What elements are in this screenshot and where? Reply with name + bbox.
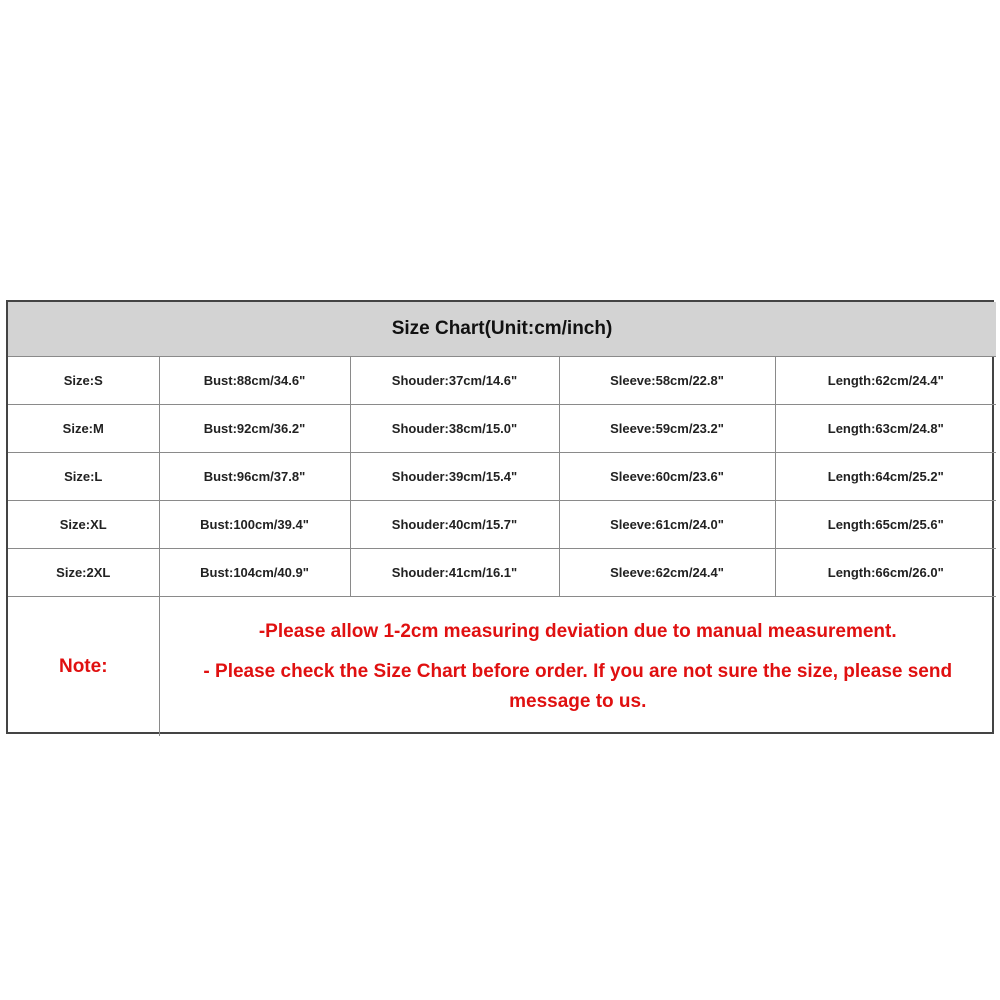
- bust-value: Bust:104cm/40.9": [159, 549, 350, 597]
- size-label: Size:2XL: [8, 549, 159, 597]
- size-label: Size:S: [8, 357, 159, 405]
- size-row-s: [8, 357, 996, 405]
- sleeve-value: Sleeve:60cm/23.6": [559, 453, 775, 501]
- bust-value: Bust:96cm/37.8": [159, 453, 350, 501]
- note-line: - Please check the Size Chart before order. If you are not sure the size, please send message to us.: [203, 660, 953, 712]
- shoulder-value: Shouder:40cm/15.7": [350, 501, 559, 549]
- sleeve-value: Sleeve:62cm/24.4": [559, 549, 775, 597]
- shoulder-value: Shouder:38cm/15.0": [350, 405, 559, 453]
- length-value: Length:65cm/25.6": [775, 501, 996, 549]
- sleeve-value: Sleeve:61cm/24.0": [559, 501, 775, 549]
- note-body: [159, 597, 996, 737]
- note-row: [8, 597, 996, 737]
- length-value: Length:62cm/24.4": [775, 357, 996, 405]
- size-label: Size:M: [8, 405, 159, 453]
- shoulder-value: Shouder:37cm/14.6": [350, 357, 559, 405]
- length-value: Length:63cm/24.8": [775, 405, 996, 453]
- size-row-l: [8, 453, 996, 501]
- sleeve-value: Sleeve:58cm/22.8": [559, 357, 775, 405]
- size-row-m: [8, 405, 996, 453]
- title-row: [8, 302, 996, 357]
- length-value: Length:66cm/26.0": [775, 549, 996, 597]
- length-value: Length:64cm/25.2": [775, 453, 996, 501]
- note-label: Note:: [8, 597, 159, 737]
- size-label: Size:XL: [8, 501, 159, 549]
- shoulder-value: Shouder:39cm/15.4": [350, 453, 559, 501]
- size-label: Size:L: [8, 453, 159, 501]
- size-chart: [6, 300, 994, 734]
- sleeve-value: Sleeve:59cm/23.2": [559, 405, 775, 453]
- size-row-2xl: [8, 549, 996, 597]
- size-chart-table: [8, 302, 996, 736]
- note-line: -Please allow 1-2cm measuring deviation due to manual measurement.: [258, 620, 897, 642]
- bust-value: Bust:100cm/39.4": [159, 501, 350, 549]
- shoulder-value: Shouder:41cm/16.1": [350, 549, 559, 597]
- bust-value: Bust:88cm/34.6": [159, 357, 350, 405]
- chart-title: Size Chart(Unit:cm/inch): [8, 302, 996, 357]
- bust-value: Bust:92cm/36.2": [159, 405, 350, 453]
- size-row-xl: [8, 501, 996, 549]
